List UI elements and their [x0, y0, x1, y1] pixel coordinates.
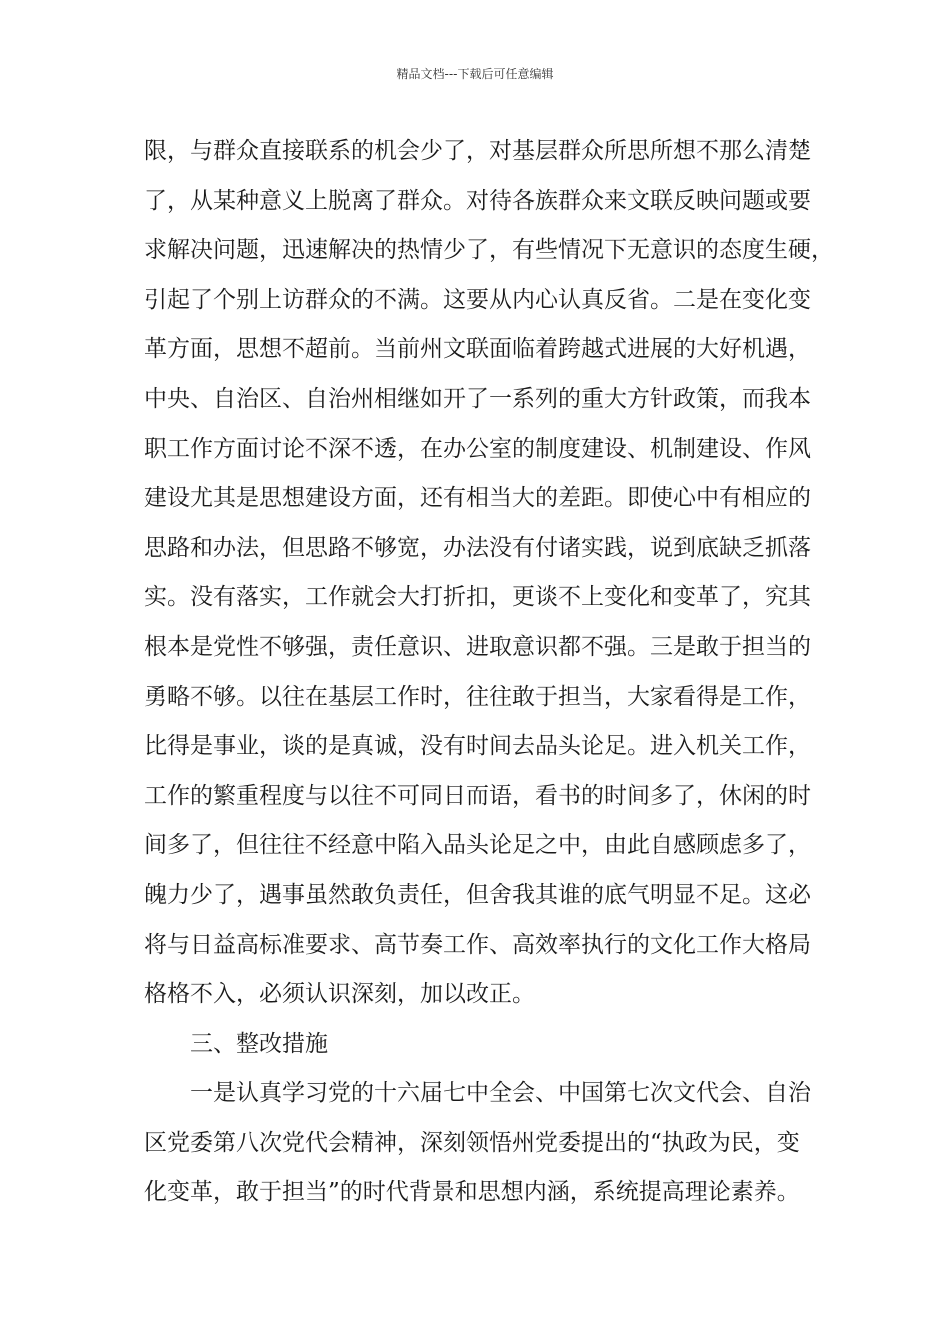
text-line: 格格不入，必须认识深刻，加以改正。: [144, 981, 535, 1008]
text-line: 工作的繁重程度与以往不可同日而语，看书的时间多了，休闲的时: [144, 782, 811, 809]
text-line: 区党委第八次党代会精神，深刻领悟州党委提出的“执政为民，变: [144, 1129, 800, 1156]
document-body: [144, 131, 834, 1222]
text-line: 一是认真学习党的十六届七中全会、中国第七次文代会、自治: [190, 1080, 811, 1107]
text-line: 引起了个别上访群众的不满。这要从内心认真反省。二是在变化变: [144, 286, 811, 313]
text-line: 中央、自治区、自治州相继如开了一系列的重大方针政策，而我本: [144, 385, 811, 412]
text-line: 求解决问题，迅速解决的热情少了，有些情况下无意识的态度生硬，: [144, 237, 834, 264]
text-line: 限，与群众直接联系的机会少了，对基层群众所思所想不那么清楚: [144, 138, 811, 164]
text-line: 根本是党性不够强，责任意识、进取意识都不强。三是敢于担当的: [144, 633, 811, 660]
text-line: 比得是事业，谈的是真诚，没有时间去品头论足。进入机关工作，: [144, 733, 811, 760]
text-line: 间多了，但往往不经意中陷入品头论足之中，由此自感顾虑多了，: [144, 832, 811, 859]
text-line: 革方面，思想不超前。当前州文联面临着跨越式进展的大好机遇，: [144, 336, 811, 363]
text-line: 勇略不够。以往在基层工作时，往往敢于担当，大家看得是工作，: [144, 683, 811, 710]
text-line: 实。没有落实，工作就会大打折扣，更谈不上变化和变革了，究其: [144, 584, 811, 611]
text-line: 思路和办法，但思路不够宽，办法没有付诸实践，说到底缺乏抓落: [144, 534, 811, 561]
text-line: 了，从某种意义上脱离了群众。对待各族群众来文联反映问题或要: [144, 187, 811, 214]
section-heading: 三、整改措施: [190, 1030, 328, 1057]
page-header: 精品文档---下载后可任意编辑: [396, 67, 554, 81]
text-line: 建设尤其是思想建设方面，还有相当大的差距。即使心中有相应的: [144, 485, 811, 512]
text-line: 化变革，敢于担当”的时代背景和思想内涵，系统提高理论素养。: [144, 1179, 800, 1206]
text-line: 将与日益高标准要求、高节奏工作、高效率执行的文化工作大格局: [144, 931, 811, 958]
text-line: 魄力少了，遇事虽然敢负责任，但舍我其谁的底气明显不足。这必: [144, 881, 811, 908]
text-line: 职工作方面讨论不深不透，在办公室的制度建设、机制建设、作风: [144, 435, 811, 462]
